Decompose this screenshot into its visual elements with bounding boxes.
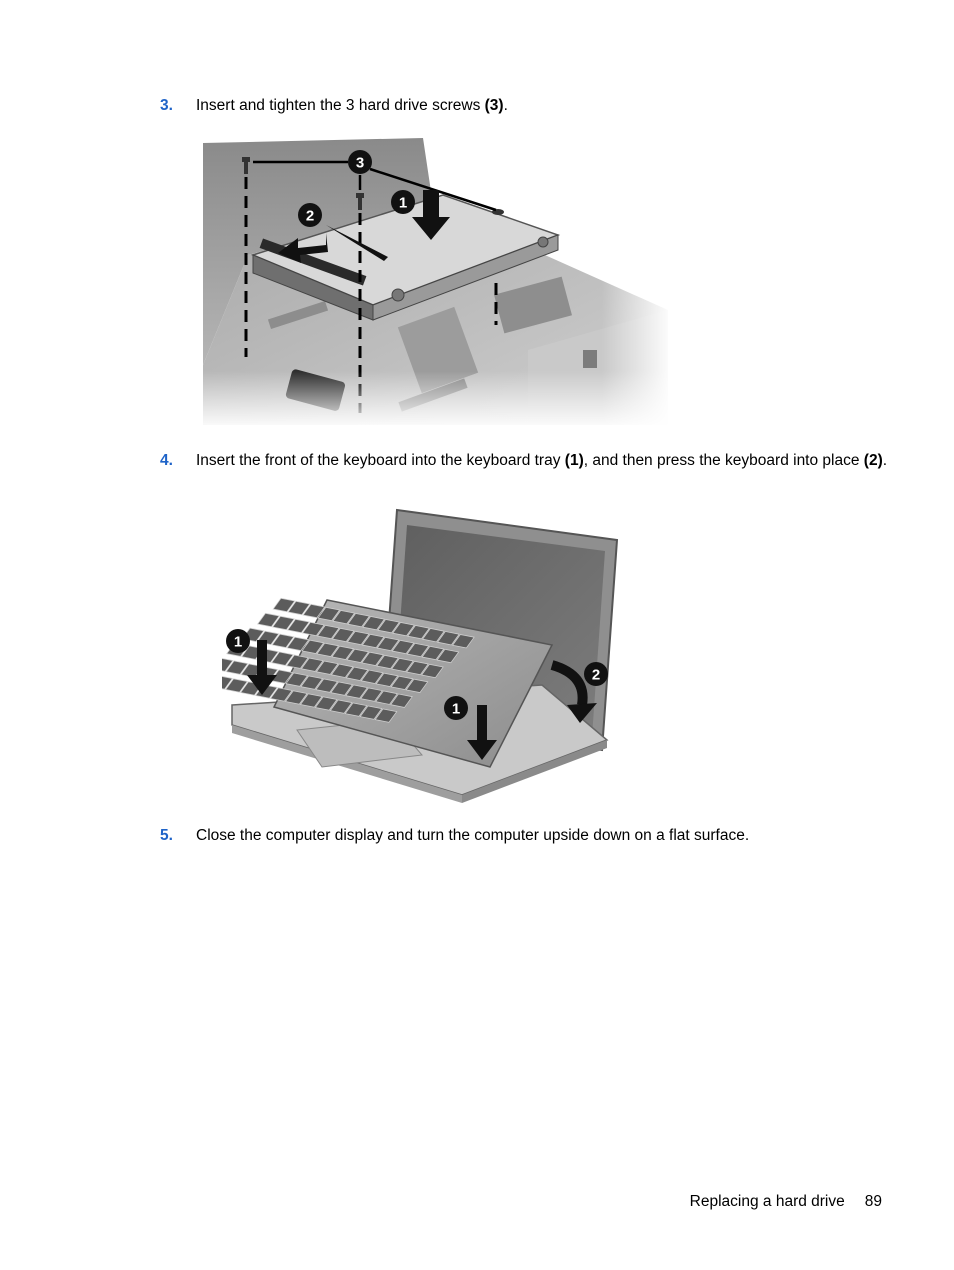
keyboard-install-illustration (222, 505, 637, 805)
step-text: Close the computer display and turn the computer upside down on a flat surface. (196, 827, 750, 844)
step-number: 4. (160, 452, 173, 469)
step-text: Insert and tighten the 3 hard drive screws (3). (196, 97, 508, 114)
step-5 (160, 826, 890, 845)
step-4 (160, 451, 890, 470)
callout-2: 2 (591, 666, 601, 684)
hard-drive-install-illustration (198, 135, 673, 430)
step-number: 3. (160, 97, 173, 114)
step-text: Insert the front of the keyboard into the keyboard tray (1), and then press the keyboard into place (2). (196, 452, 888, 469)
footer-section-title: Replacing a hard drive (689, 1193, 845, 1210)
callout-1-right: 1 (451, 700, 461, 718)
page-number: 89 (864, 1193, 882, 1210)
page-footer (690, 1193, 882, 1211)
callout-1-left: 1 (233, 633, 243, 651)
step-3 (160, 96, 890, 115)
step-number: 5. (160, 827, 173, 844)
